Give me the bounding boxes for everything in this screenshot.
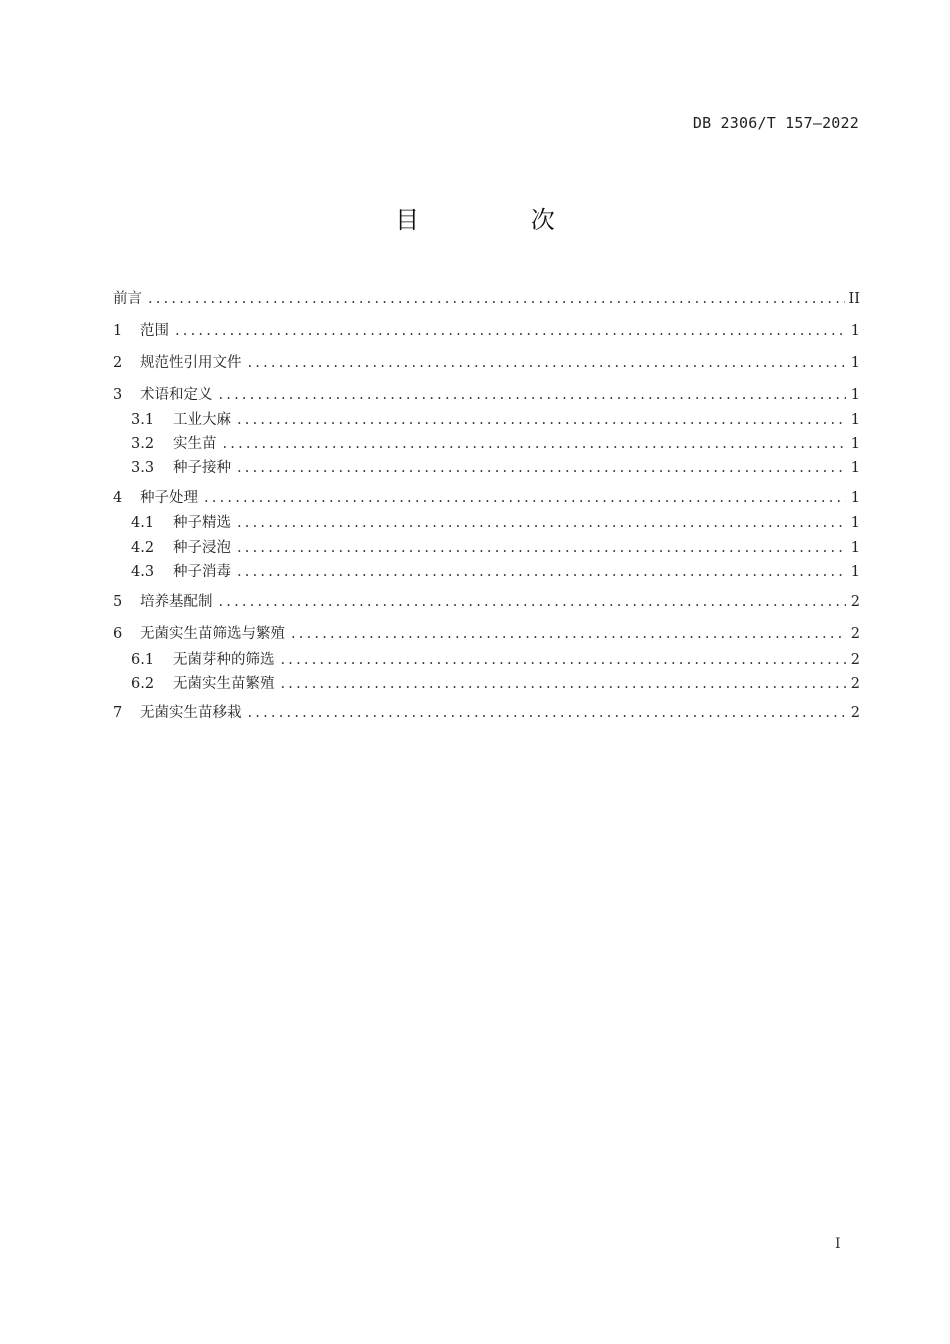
toc-entry-page: 1 bbox=[850, 460, 860, 476]
toc-entry-page: 2 bbox=[850, 705, 860, 721]
toc-leader-dots bbox=[237, 513, 846, 533]
toc-entry-number: 6.1 bbox=[131, 652, 155, 668]
toc-leader-dots bbox=[237, 562, 846, 582]
toc-entry-page: 1 bbox=[850, 540, 860, 556]
toc-entry-number: 4.3 bbox=[131, 564, 155, 580]
toc-leader-dots bbox=[219, 592, 847, 612]
toc-entry-label: 种子精选 bbox=[173, 515, 231, 531]
toc-entry-page: II bbox=[848, 291, 860, 307]
toc-entry-number: 3 bbox=[113, 387, 123, 403]
toc-entry-page: 1 bbox=[850, 323, 860, 339]
toc-entry-number: 3.3 bbox=[131, 460, 155, 476]
toc-entry-page: 1 bbox=[850, 355, 860, 371]
toc-entry-4-2[interactable] bbox=[131, 538, 860, 558]
toc-entry-label: 种子接种 bbox=[173, 460, 231, 476]
toc-entry-page: 1 bbox=[850, 490, 860, 506]
toc-leader-dots bbox=[237, 410, 846, 430]
toc-entry-label: 种子浸泡 bbox=[173, 540, 231, 556]
toc-entry-number: 4.1 bbox=[131, 515, 155, 531]
page-number: I bbox=[835, 1236, 841, 1252]
toc-entry-label: 无菌芽种的筛选 bbox=[173, 652, 275, 668]
toc-entry-number: 4.2 bbox=[131, 540, 155, 556]
toc-leader-dots bbox=[204, 488, 846, 508]
toc-leader-dots bbox=[219, 385, 847, 405]
toc-entry-terms-definitions[interactable] bbox=[113, 385, 860, 405]
toc-entry-page: 2 bbox=[850, 676, 860, 692]
toc-entry-seed-treatment[interactable] bbox=[113, 488, 860, 508]
page-title: 目 次 bbox=[395, 206, 607, 234]
toc-entry-3-2[interactable] bbox=[131, 434, 860, 454]
toc-entry-label: 实生苗 bbox=[173, 436, 217, 452]
toc-leader-dots bbox=[237, 458, 846, 478]
toc-entry-number: 4 bbox=[113, 490, 123, 506]
toc-entry-number: 7 bbox=[113, 705, 123, 721]
toc-entry-foreword[interactable] bbox=[113, 289, 860, 309]
toc-entry-label: 范围 bbox=[140, 323, 169, 339]
toc-entry-3-3[interactable] bbox=[131, 458, 860, 478]
toc-entry-4-3[interactable] bbox=[131, 562, 860, 582]
toc-entry-label: 工业大麻 bbox=[173, 412, 231, 428]
toc-entry-medium-preparation[interactable] bbox=[113, 592, 860, 612]
toc-entry-6-2[interactable] bbox=[131, 674, 860, 694]
toc-entry-page: 2 bbox=[850, 626, 860, 642]
toc-entry-4-1[interactable] bbox=[131, 513, 860, 533]
toc-entry-page: 1 bbox=[850, 515, 860, 531]
toc-entry-number: 6 bbox=[113, 626, 123, 642]
toc-entry-label: 无菌实生苗繁殖 bbox=[173, 676, 275, 692]
toc-entry-normative-references[interactable] bbox=[113, 353, 860, 373]
toc-entry-sterile-seedling-screening[interactable] bbox=[113, 624, 860, 644]
toc-entry-3-1[interactable] bbox=[131, 410, 860, 430]
toc-leader-dots bbox=[248, 703, 847, 723]
toc-leader-dots bbox=[237, 538, 846, 558]
toc-entry-page: 1 bbox=[850, 564, 860, 580]
toc-entry-number: 6.2 bbox=[131, 676, 155, 692]
toc-entry-label: 规范性引用文件 bbox=[140, 355, 242, 371]
toc-leader-dots bbox=[223, 434, 847, 454]
toc-entry-page: 1 bbox=[850, 436, 860, 452]
toc-entry-page: 2 bbox=[850, 652, 860, 668]
toc-entry-page: 2 bbox=[850, 594, 860, 610]
toc-entry-number: 2 bbox=[113, 355, 123, 371]
toc-entry-label: 种子处理 bbox=[140, 490, 198, 506]
toc-entry-label: 无菌实生苗移栽 bbox=[140, 705, 242, 721]
toc-entry-label: 前言 bbox=[113, 291, 142, 307]
toc-entry-seedling-transplant[interactable] bbox=[113, 703, 860, 723]
toc-leader-dots bbox=[281, 674, 847, 694]
toc-entry-page: 1 bbox=[850, 412, 860, 428]
document-code: DB 2306/T 157—2022 bbox=[692, 114, 859, 132]
toc-entry-6-1[interactable] bbox=[131, 650, 860, 670]
toc-entry-label: 培养基配制 bbox=[140, 594, 213, 610]
toc-entry-label: 种子消毒 bbox=[173, 564, 231, 580]
toc-entry-label: 术语和定义 bbox=[140, 387, 213, 403]
toc-leader-dots bbox=[281, 650, 847, 670]
toc-entry-number: 5 bbox=[113, 594, 123, 610]
toc-leader-dots bbox=[248, 353, 847, 373]
toc-entry-label: 无菌实生苗筛选与繁殖 bbox=[140, 626, 285, 642]
toc-leader-dots bbox=[175, 321, 846, 341]
toc-leader-dots bbox=[148, 289, 845, 309]
toc-entry-number: 1 bbox=[113, 323, 123, 339]
toc-entry-page: 1 bbox=[850, 387, 860, 403]
toc-entry-number: 3.1 bbox=[131, 412, 155, 428]
toc-entry-scope[interactable] bbox=[113, 321, 860, 341]
toc-entry-number: 3.2 bbox=[131, 436, 155, 452]
toc-leader-dots bbox=[291, 624, 846, 644]
